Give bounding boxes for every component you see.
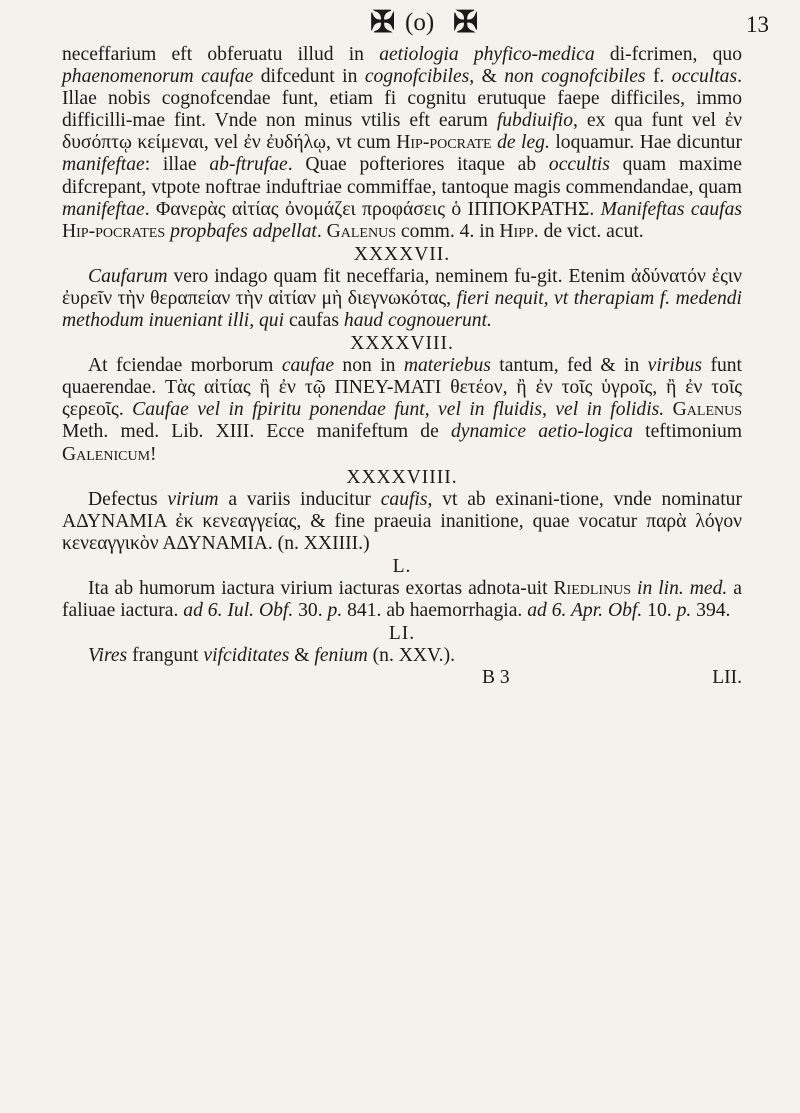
text-run: Defectus bbox=[88, 488, 168, 510]
text-run: frangunt bbox=[127, 645, 204, 667]
italic-text: Manifeftas caufas bbox=[600, 198, 742, 220]
italic-text: dynamice aetio-logica bbox=[450, 421, 633, 443]
page-number: 13 bbox=[746, 12, 769, 37]
text-run: f. bbox=[645, 66, 672, 88]
section-number: XXXXVII. bbox=[353, 243, 451, 265]
small-caps-name: Galenicum bbox=[62, 443, 151, 465]
text-run: , & bbox=[469, 66, 505, 88]
small-caps-name: Riedlinus bbox=[553, 577, 632, 599]
text-run: . bbox=[316, 220, 327, 242]
italic-text: occultis bbox=[548, 154, 610, 176]
cross-ornament-icon: ✠ bbox=[370, 6, 396, 39]
text-run: teftimonium bbox=[632, 421, 742, 443]
text-run: quam maxime difcrepant, vtpote noftrae induftriae commiffae, tantoque magis commendandae, quam bbox=[62, 154, 742, 198]
italic-text: virium bbox=[167, 488, 219, 510]
italic-text: ad 6. Apr. Obf. bbox=[527, 599, 643, 621]
italic-text: Caufarum bbox=[88, 265, 168, 287]
text-run: 841. ab haemorrhagia. bbox=[342, 599, 528, 621]
text-run: a variis inducitur bbox=[218, 488, 381, 510]
text-run: & bbox=[289, 645, 315, 667]
italic-text: ad 6. Iul. Obf. bbox=[183, 599, 294, 621]
text-run: a faliuae iactura. bbox=[62, 577, 742, 621]
small-caps-name: Galenus bbox=[672, 399, 743, 421]
italic-text: caufis bbox=[380, 488, 428, 510]
catchword: LII. bbox=[712, 667, 742, 689]
section-number: XXXXVIII. bbox=[350, 333, 454, 355]
text-run bbox=[664, 399, 672, 420]
paragraph bbox=[62, 44, 742, 243]
signature-mark: B 3 bbox=[482, 667, 510, 689]
italic-text: manifeftae bbox=[62, 198, 145, 220]
italic-text: aetiologia phyfico-medica bbox=[379, 44, 595, 65]
text-run: , ex qua funt vel ἐν δυσόπτῳ κείμεναι, vel ἐν ἐυδήλῳ, vt cum bbox=[62, 110, 742, 154]
paragraph bbox=[62, 355, 742, 465]
paragraph bbox=[62, 266, 742, 332]
text-run: di-fcrimen, quo bbox=[594, 44, 742, 65]
italic-text: non cognofcibiles bbox=[504, 66, 646, 88]
text-run: comm. 4. in bbox=[396, 220, 500, 242]
text-run: neceffarium eft obferuatu illud in bbox=[62, 44, 380, 65]
italic-text: p. bbox=[327, 599, 343, 621]
text-run: Meth. med. Lib. XIII. Ecce manifeftum de bbox=[62, 421, 451, 443]
small-caps-name: Hip-pocrates bbox=[62, 220, 166, 242]
italic-text: viribus bbox=[647, 355, 703, 377]
italic-text: fieri nequit, vt therapiam f. medendi methodum inueniant illi, qui bbox=[62, 287, 742, 332]
text-run: tantum, fed & in bbox=[490, 355, 648, 377]
italic-text: Caufae vel in bbox=[132, 399, 244, 421]
text-run: funt quaerendae. Τὰς αἰτίας ἢ ἐν τῷ ΠΝΕΥ-ΜΑΤΙ θετέον, ἢ ἐν τοῖς ὑγροῖς, ἢ ἐν τοῖς ςερεοῖς. bbox=[62, 355, 743, 421]
text-run: 394. bbox=[691, 599, 731, 621]
italic-text: phaenomenorum caufae bbox=[62, 66, 254, 88]
section-number: LI. bbox=[388, 623, 416, 645]
italic-text: fpiritu ponendae funt, vel in fluidis, vel in folidis. bbox=[252, 399, 665, 421]
section-number: XXXXVIIII. bbox=[346, 466, 458, 488]
section-number: L. bbox=[392, 555, 412, 577]
text-run: . Φανερὰς αἰτίας ὀνομάζει προφάσεις ὁ ΙΠΠΟΚΡΑΤΗΣ. bbox=[144, 198, 601, 220]
text-run: . Illae nobis cognofcendae funt, etiam fi cognitu erutuque faepe difficiles, immo difficilli-mae fint. Vnde non minus vtilis eft earum bbox=[62, 66, 742, 132]
italic-text: fubdiuifio bbox=[496, 110, 574, 132]
italic-text: materiebus bbox=[403, 355, 491, 377]
header-marker: (o) bbox=[405, 9, 435, 36]
italic-text: haud cognouerunt. bbox=[343, 310, 492, 332]
text-run bbox=[244, 399, 252, 420]
text-run: : illae bbox=[144, 154, 210, 176]
italic-text: fenium bbox=[314, 645, 368, 667]
italic-text: cognofcibiles bbox=[364, 66, 470, 88]
text-run: non in bbox=[334, 355, 404, 377]
paragraph bbox=[62, 489, 742, 555]
italic-text: manifeftae bbox=[62, 154, 145, 176]
paragraph bbox=[62, 578, 742, 622]
small-caps-name: Hip-pocrate bbox=[396, 132, 492, 154]
italic-text: in lin. med. bbox=[637, 577, 728, 599]
text-run: difcedunt in bbox=[253, 66, 365, 88]
text-run: loquamur. Hae dicuntur bbox=[549, 132, 742, 154]
italic-text: vifciditates bbox=[203, 645, 290, 667]
text-run: de vict. acut. bbox=[538, 220, 644, 242]
italic-text: de leg. bbox=[497, 132, 550, 154]
italic-text: ab-ftrufae bbox=[209, 154, 288, 176]
page-footer bbox=[62, 667, 742, 689]
small-caps-name: Galenus bbox=[326, 220, 396, 242]
text-run: Ita ab humorum iactura virium iacturas exortas adnota-uit bbox=[88, 577, 554, 599]
text-run: ! bbox=[150, 443, 157, 465]
text-run: . Quae pofteriores itaque ab bbox=[287, 154, 549, 176]
italic-text: Vires bbox=[88, 645, 128, 667]
text-run: 30. bbox=[293, 599, 328, 621]
paragraph bbox=[62, 645, 742, 667]
running-header bbox=[0, 4, 800, 44]
italic-text: occultas bbox=[671, 66, 738, 88]
text-run: (n. XXV.). bbox=[367, 645, 455, 667]
text-run: At fciendae morborum bbox=[88, 355, 282, 377]
italic-text: p. bbox=[676, 599, 692, 621]
cross-ornament-icon: ✠ bbox=[453, 6, 479, 39]
italic-text: caufae bbox=[281, 355, 335, 377]
text-run: vero indago quam fit neceffaria, neminem fu-git. Etenim ἀδύνατόν ἐςιν ἐυρεῖν τὴν θεραπείαν τὴν αἰτίαν μὴ διεγνωκότας, bbox=[62, 265, 742, 309]
main-text bbox=[62, 44, 742, 689]
small-caps-name: Hipp. bbox=[499, 220, 539, 242]
text-run: 10. bbox=[642, 599, 677, 621]
text-run: caufas bbox=[284, 310, 344, 332]
text-run: , vt ab exinani-tione, vnde nominatur ΑΔΥΝΑΜΙΑ ἐκ κενεαγγείας, & fine praeuia inanitione, quae vocatur παρὰ λόγον κενεαγγικὸν ΑΔΥΝΑΜΙΑ. (n. XXIIII.) bbox=[62, 488, 742, 554]
italic-text: propbafes adpellat bbox=[170, 220, 317, 242]
